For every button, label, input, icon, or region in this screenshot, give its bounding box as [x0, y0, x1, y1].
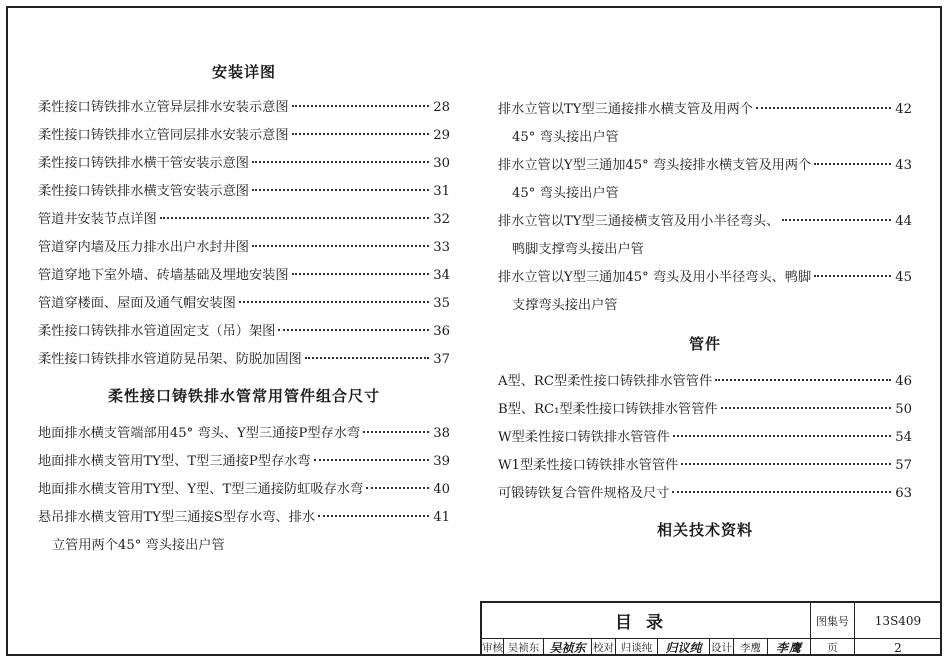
dot-leader — [363, 431, 429, 433]
dot-leader — [252, 161, 429, 163]
toc-entry-36[interactable]: 柔性接口铸铁排水管道固定支（吊）架图 36 — [38, 324, 450, 339]
dot-leader — [673, 435, 891, 437]
dot-leader — [721, 407, 891, 409]
dot-leader — [756, 107, 891, 109]
title-block-row-top — [482, 603, 942, 639]
toc-entry-42[interactable]: 排水立管以TY型三通接排水横支管及用两个 42 45° 弯头接出户管 — [498, 96, 912, 152]
toc-entry-continuation: 鸭脚支撑弯头接出户管 — [512, 242, 644, 257]
dot-leader — [681, 463, 891, 465]
section-title-install-details: 安装详图 — [211, 63, 276, 81]
toc-entry-50[interactable]: B型、RC₁型柔性接口铸铁排水管管件 50 — [498, 402, 912, 417]
dot-leader — [292, 133, 429, 135]
toc-entry-39[interactable]: 地面排水横支管用TY型、T型三通接P型存水弯 39 — [38, 454, 450, 469]
section-title-fitting-dimensions: 柔性接口铸铁排水管常用管件组合尺寸 — [107, 387, 380, 405]
dot-leader — [814, 275, 891, 277]
toc-entry-continuation: 45° 弯头接出户管 — [512, 130, 619, 145]
toc-entry-continuation: 支撑弯头接出户管 — [512, 298, 618, 313]
toc-entry-continuation: 45° 弯头接出户管 — [512, 186, 619, 201]
dot-leader — [292, 105, 429, 107]
toc-entry-54[interactable]: W型柔性接口铸铁排水管管件 54 — [498, 430, 912, 445]
checker-signature: 归议纯 — [658, 639, 710, 656]
toc-entry-28[interactable]: 柔性接口铸铁排水立管异层排水安装示意图 28 — [38, 100, 450, 115]
sheet-title: 目录 — [482, 603, 811, 638]
reviewer-signature: 吴祯东 — [544, 639, 592, 656]
toc-entry-37[interactable]: 柔性接口铸铁排水管道防晃吊架、防脱加固图 37 — [38, 352, 450, 367]
review-label: 审核 — [482, 639, 504, 656]
toc-entry-63[interactable]: 可锻铸铁复合管件规格及尺寸 63 — [498, 486, 912, 501]
toc-entry-38[interactable]: 地面排水横支管端部用45° 弯头、Y型三通接P型存水弯 38 — [38, 426, 450, 441]
section-title-technical-info: 相关技术资料 — [656, 521, 753, 539]
dot-leader — [814, 163, 891, 165]
dot-leader — [318, 515, 429, 517]
page-label: 页 — [811, 639, 855, 656]
dot-leader — [366, 487, 429, 489]
dot-leader — [252, 245, 429, 247]
checker-name: 归谈纯 — [616, 639, 658, 656]
toc-entry-31[interactable]: 柔性接口铸铁排水横支管安装示意图 31 — [38, 184, 450, 199]
designer-signature: 李鹰 — [768, 639, 811, 656]
toc-entry-33[interactable]: 管道穿内墙及压力排水出户水封井图 33 — [38, 240, 450, 255]
dot-leader — [314, 459, 429, 461]
designer-name: 李鹰 — [734, 639, 768, 656]
toc-entry-46[interactable]: A型、RC型柔性接口铸铁排水管管件 46 — [498, 374, 912, 389]
toc-entry-45[interactable]: 排水立管以Y型三通加45° 弯头及用小半径弯头、鸭脚 45 支撑弯头接出户管 — [498, 264, 912, 320]
toc-entry-continuation: 立管用两个45° 弯头接出户管 — [52, 538, 225, 553]
design-label: 设计 — [710, 639, 734, 656]
dot-leader — [305, 357, 429, 359]
check-label: 校对 — [592, 639, 616, 656]
toc-entry-34[interactable]: 管道穿地下室外墙、砖墙基础及埋地安装图 34 — [38, 268, 450, 283]
title-block — [480, 601, 942, 656]
dot-leader — [252, 189, 429, 191]
atlas-number-label: 图集号 — [811, 603, 855, 638]
toc-left-column — [38, 58, 450, 560]
dot-leader — [278, 329, 429, 331]
toc-right-column — [498, 96, 912, 544]
dot-leader — [715, 379, 891, 381]
toc-entry-32[interactable]: 管道井安装节点详图 32 — [38, 212, 450, 227]
dot-leader — [782, 219, 891, 221]
toc-entry-29[interactable]: 柔性接口铸铁排水立管同层排水安装示意图 29 — [38, 128, 450, 143]
toc-entry-43[interactable]: 排水立管以Y型三通加45° 弯头接排水横支管及用两个 43 45° 弯头接出户管 — [498, 152, 912, 208]
dot-leader — [292, 273, 429, 275]
toc-entry-30[interactable]: 柔性接口铸铁排水横干管安装示意图 30 — [38, 156, 450, 171]
toc-entry-44[interactable]: 排水立管以TY型三通接横支管及用小半径弯头、 44 鸭脚支撑弯头接出户管 — [498, 208, 912, 264]
title-block-row-bottom — [482, 639, 942, 656]
section-title-fittings: 管件 — [688, 335, 721, 353]
dot-leader — [160, 217, 429, 219]
toc-entry-57[interactable]: W1型柔性接口铸铁排水管管件 57 — [498, 458, 912, 473]
dot-leader — [672, 491, 891, 493]
toc-entry-41[interactable]: 悬吊排水横支管用TY型三通接S型存水弯、排水 41 立管用两个45° 弯头接出户管 — [38, 504, 450, 560]
atlas-number: 13S409 — [855, 603, 942, 638]
toc-entry-35[interactable]: 管道穿楼面、屋面及通气帽安装图 35 — [38, 296, 450, 311]
toc-entry-40[interactable]: 地面排水横支管用TY型、Y型、T型三通接防虹吸存水弯 40 — [38, 482, 450, 497]
page-number: 2 — [855, 639, 942, 656]
reviewer-name: 吴祯东 — [504, 639, 544, 656]
dot-leader — [239, 301, 429, 303]
